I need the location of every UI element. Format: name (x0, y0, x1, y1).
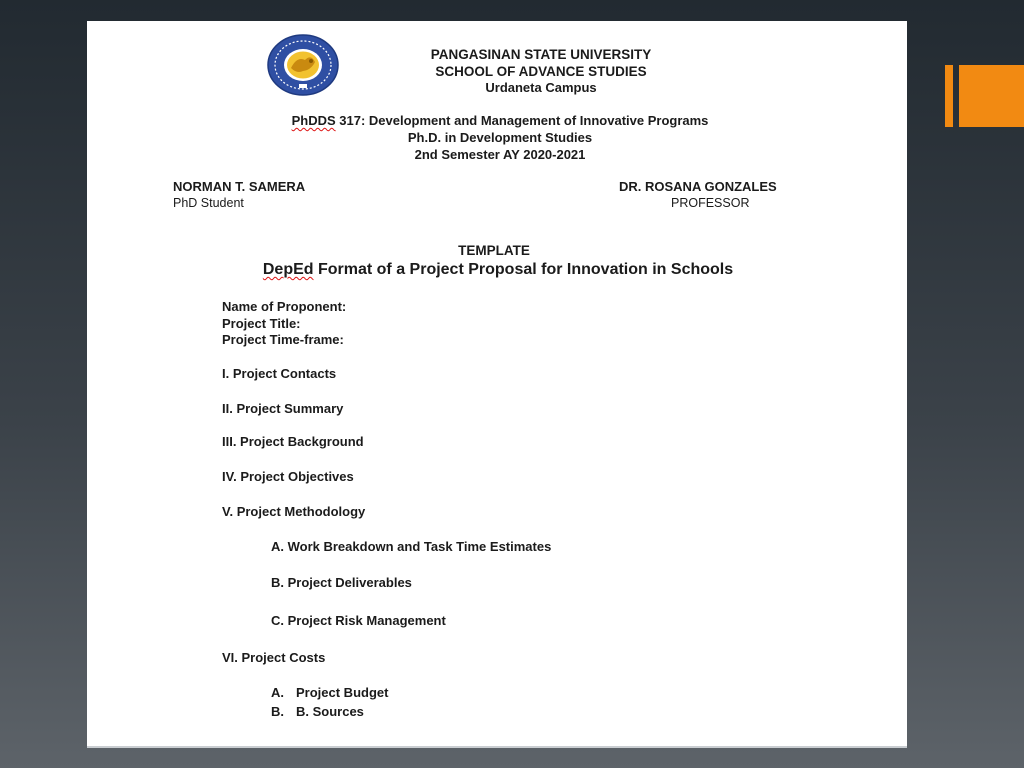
title-rest: Format of a Project Proposal for Innovation in Schools (313, 261, 734, 278)
university-name: PANGASINAN STATE UNIVERSITY (430, 47, 652, 62)
field-project-title: Project Title: (222, 316, 301, 331)
subsection-project-risk-management: C. Project Risk Management (271, 613, 446, 628)
costs-item-label: Project Budget (296, 685, 389, 700)
document-title (88, 261, 908, 279)
title-prefix: DepEd (262, 261, 314, 278)
student-name: NORMAN T. SAMERA (173, 179, 306, 194)
course-code: PhDDS (291, 113, 336, 128)
section-project-contacts: I. Project Contacts (222, 366, 337, 381)
section-project-objectives: IV. Project Objectives (222, 469, 354, 484)
student-role: PhD Student (173, 196, 244, 210)
section-project-summary: II. Project Summary (222, 401, 344, 416)
slide-accent (945, 65, 1024, 127)
section-project-costs: VI. Project Costs (222, 650, 326, 665)
accent-bar-block (959, 65, 1024, 127)
page-bottom-edge (87, 746, 907, 748)
costs-item-letter: A. (271, 685, 284, 700)
document-page (87, 21, 907, 748)
costs-item-budget (271, 685, 388, 700)
section-project-background: III. Project Background (222, 434, 364, 449)
costs-item-letter: B. (271, 704, 284, 719)
professor-name: DR. ROSANA GONZALES (619, 179, 777, 194)
program-name: Ph.D. in Development Studies (407, 130, 593, 145)
course-title (90, 113, 910, 128)
field-project-timeframe: Project Time-frame: (222, 332, 344, 347)
campus-name: Urdaneta Campus (485, 80, 597, 95)
school-name: SCHOOL OF ADVANCE STUDIES (435, 64, 647, 79)
professor-role: PROFESSOR (671, 196, 750, 210)
subsection-work-breakdown: A. Work Breakdown and Task Time Estimates (271, 539, 552, 554)
template-label: TEMPLATE (458, 243, 530, 258)
subsection-project-deliverables: B. Project Deliverables (271, 575, 412, 590)
section-project-methodology: V. Project Methodology (222, 504, 366, 519)
course-title-rest: 317: Development and Management of Innovative Programs (335, 113, 709, 128)
costs-item-sources (271, 704, 364, 719)
costs-item-label: B. Sources (296, 704, 364, 719)
semester: 2nd Semester AY 2020-2021 (414, 147, 586, 162)
field-name-of-proponent: Name of Proponent: (222, 299, 347, 314)
